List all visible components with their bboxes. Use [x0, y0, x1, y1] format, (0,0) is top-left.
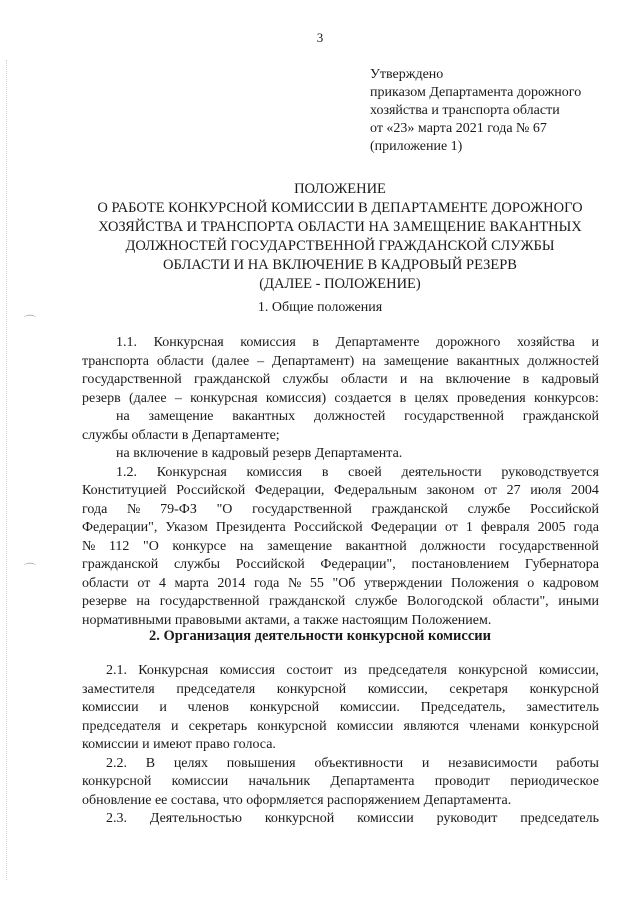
word: конкурсной [82, 774, 152, 789]
word: Конституцией [82, 483, 167, 498]
word: конкурсе [172, 538, 227, 554]
word: кадровом [542, 575, 599, 591]
word: марта [174, 575, 209, 591]
word: являются [403, 718, 460, 734]
word: Деятельностью [149, 811, 242, 826]
word: конкурсной [529, 681, 599, 697]
word: Губернатора [524, 557, 599, 572]
paragraph-1-1-line [82, 353, 599, 372]
paragraph-1-1-line [82, 334, 599, 353]
title-line: О РАБОТЕ КОНКУРСНОЙ КОМИССИИ В ДЕПАРТАМЕНТЕ ДОРОЖНОГО [97, 200, 583, 216]
word: гражданской [269, 594, 346, 609]
section-2-heading: 2. Организация деятельности конкурсной комиссии [149, 628, 491, 644]
word: из [343, 663, 357, 678]
word: февраля [480, 520, 530, 535]
word: гражданской [82, 557, 159, 572]
paragraph-1-2-line [82, 538, 599, 557]
word: конкурсной [529, 718, 599, 734]
word: председателя [82, 718, 161, 734]
word: государственной [499, 538, 599, 554]
paragraph-2-1-line [82, 718, 599, 737]
scan-margin-edge [6, 60, 9, 880]
word: объективности [314, 755, 404, 771]
paragraph-2-2-line [82, 755, 599, 774]
word: Российской [293, 520, 363, 535]
word: Российской [235, 557, 305, 572]
word: должностей [313, 409, 386, 424]
word: службы [173, 557, 221, 572]
word: Указом [165, 520, 208, 535]
word: комиссии [336, 718, 394, 734]
word: государственной [404, 409, 504, 424]
word: постановлением [411, 557, 510, 572]
word: заместителя [82, 681, 155, 697]
word: на [136, 594, 151, 609]
word: проведения [456, 390, 526, 406]
paragraph-1-1-item-line: на включение в кадровый резерв Департамента. [116, 446, 403, 461]
word: комиссия [246, 464, 303, 480]
word: комиссия) [265, 390, 327, 406]
word: 112 [108, 538, 130, 554]
approval-line: приказом Департамента дорожного [370, 85, 582, 100]
word: 1.1. [116, 335, 137, 350]
word: № [82, 538, 96, 554]
word: № [287, 575, 302, 591]
paragraph-1-1-item-line [82, 408, 599, 427]
paragraph-2-1-line: комиссии и имеют право голоса. [82, 737, 276, 752]
word: Председатель, [420, 700, 506, 715]
word: комиссии [171, 774, 229, 789]
word: секретаря [449, 681, 508, 697]
word: независимости [448, 755, 538, 771]
word: конкурсной [276, 681, 347, 697]
word: начальник [248, 774, 311, 789]
word: вакантных [456, 353, 520, 369]
word: в [522, 372, 530, 387]
word: комиссии [357, 811, 414, 826]
word: Конкурсная [156, 464, 227, 480]
word: замещение [267, 538, 333, 554]
word: проводит [434, 774, 491, 789]
word: конкурсной [264, 811, 335, 826]
word: деятельности [401, 464, 482, 480]
word: 55 [309, 575, 324, 591]
word: – [174, 390, 182, 406]
scan-margin-mark: ⌒ [24, 314, 37, 328]
title-line: ОБЛАСТИ И НА ВКЛЮЧЕНИЕ В КАДРОВЫЙ РЕЗЕРВ [163, 257, 517, 273]
word: – [257, 353, 265, 369]
word: "О [216, 501, 233, 517]
word: вакантной [345, 538, 407, 554]
paragraph-1-2-line: нормативными правовыми актами, а также настоящим Положением. [82, 612, 492, 628]
word: председателя [176, 681, 256, 697]
word: Федеральным [334, 483, 417, 498]
word: целях [173, 755, 208, 771]
word: включение [445, 372, 511, 387]
word: на [362, 353, 376, 369]
word: Федерации", [320, 557, 396, 572]
word: государственной [82, 372, 182, 387]
word: работы [556, 755, 599, 771]
word: 4 [158, 575, 166, 591]
approval-line: от «23» марта 2021 года № 67 [370, 121, 547, 136]
word: резерве [82, 594, 127, 609]
word: Департамент) [271, 353, 355, 369]
title-line: ПОЛОЖЕНИЕ [294, 181, 386, 197]
word: государственной [159, 594, 260, 609]
word: конкурсной [249, 700, 320, 715]
word: должности [420, 538, 486, 554]
word: руководит [436, 811, 498, 826]
section-1-heading: 1. Общие положения [257, 300, 383, 315]
word: заместитель [526, 700, 599, 715]
word: 79-ФЗ [160, 501, 197, 517]
word: конкурсов: [534, 390, 599, 406]
word: 2.2. [106, 755, 127, 771]
paragraph-1-2-line [82, 575, 599, 594]
word: № [127, 501, 141, 517]
word: периодическое [510, 774, 599, 789]
word: в [312, 335, 320, 350]
word: "О [143, 538, 159, 554]
word: председателя [368, 663, 447, 678]
word: законом [426, 483, 475, 498]
word: дорожного [436, 335, 501, 350]
word: службе [354, 594, 398, 609]
word: комиссия [240, 335, 296, 350]
word: июля [530, 483, 562, 498]
paragraph-1-2-line [82, 519, 599, 538]
paragraph-1-1-line [82, 371, 599, 390]
title-line: ХОЗЯЙСТВА И ТРАНСПОРТА ОБЛАСТИ НА ЗАМЕЩЕНИЕ ВАКАНТНЫХ [98, 219, 582, 235]
approval-line: хозяйства и транспорта области [370, 103, 560, 118]
word: в [399, 390, 407, 406]
word: комиссии [82, 700, 139, 715]
word: от [444, 520, 458, 535]
word: кадровый [541, 372, 599, 387]
title-line: (ДАЛЕЕ - ПОЛОЖЕНИЕ) [259, 276, 421, 292]
paragraph-1-2-line [82, 501, 599, 520]
word: 27 [506, 483, 521, 498]
word: комиссии, [538, 663, 599, 678]
word: государственной [252, 501, 352, 517]
approval-line: Утверждено [370, 67, 444, 82]
word: создается [334, 390, 392, 406]
word: гражданской [371, 501, 448, 517]
word: 2014 [217, 575, 246, 591]
word: и [591, 335, 599, 350]
word: 1 [465, 520, 473, 535]
word: на [239, 538, 254, 554]
word: 2004 [570, 483, 599, 498]
scan-margin-mark: ⌒ [24, 562, 37, 576]
word: комиссии, [367, 681, 428, 697]
approval-line: (приложение 1) [370, 139, 463, 154]
word: (далее [211, 353, 250, 369]
word: Федерации, [254, 483, 325, 498]
word: вакантных [232, 409, 296, 424]
paragraph-1-1-item-line: службы области в Департаменте; [82, 427, 280, 443]
word: от [484, 483, 498, 498]
word: 2.1. [106, 663, 127, 678]
word: целях [414, 390, 449, 406]
word: и [170, 718, 179, 734]
word: Положения [450, 575, 519, 591]
paragraph-2-3-line [82, 810, 599, 829]
word: и [159, 700, 167, 715]
word: о [527, 575, 535, 591]
paragraph-1-2-line [82, 593, 599, 612]
word: области [82, 575, 129, 591]
paragraph-1-2-line [82, 556, 599, 575]
word: конкурсной [458, 663, 528, 678]
word: Федерации [370, 520, 437, 535]
word: гражданской [194, 372, 271, 387]
word: области [156, 353, 204, 369]
word: утверждении [364, 575, 443, 591]
word: в [321, 464, 329, 480]
paragraph-2-2-line: обновление ее состава, что оформляется распоряжением Департамента. [82, 792, 512, 808]
document-title [60, 180, 620, 294]
word: на [116, 409, 130, 424]
word: руководствуется [501, 464, 599, 480]
word: Федерации", [82, 520, 158, 535]
paragraph-2-1-line [82, 699, 599, 718]
word: комиссии. [339, 700, 400, 715]
word: Российской [176, 483, 246, 498]
word: иными [558, 594, 599, 609]
page-number: 3 [316, 30, 324, 45]
section-1-body [82, 334, 599, 630]
paragraph-1-2-line [82, 464, 599, 483]
section-2-body [82, 662, 599, 829]
word: службы [282, 372, 329, 387]
word: Российской [530, 501, 599, 517]
word: В [145, 755, 156, 771]
word: Департамента [330, 774, 415, 789]
word: 2.3. [106, 811, 127, 826]
word: хозяйства [516, 335, 575, 350]
word: Конкурсная [153, 335, 224, 350]
word: членов [187, 700, 229, 715]
word: конкурсная [190, 390, 258, 406]
word: Президента [215, 520, 286, 535]
word: Конкурсная [138, 663, 209, 678]
word: от [137, 575, 151, 591]
word: службе [467, 501, 511, 517]
paragraph-2-1-line [82, 662, 599, 681]
word: гражданской [522, 409, 599, 424]
word: года [254, 575, 280, 591]
word: области [340, 372, 388, 387]
word: должностей [527, 353, 599, 369]
word: Вологодской [407, 594, 484, 609]
word: (далее [129, 390, 167, 406]
word: и [421, 755, 430, 771]
word: комиссия [219, 663, 276, 678]
word: повышения [226, 755, 296, 771]
word: 2005 [537, 520, 566, 535]
word: резерв [82, 390, 121, 406]
word: года [82, 501, 108, 517]
word: области", [492, 594, 549, 609]
paragraph-1-1-line [82, 390, 599, 409]
paragraph-2-2-line [82, 773, 599, 792]
word: на [419, 372, 434, 387]
paragraph-1-2-line [82, 482, 599, 501]
word: Департаменте [335, 335, 420, 350]
word: замещение [148, 409, 214, 424]
word: конкурсной [257, 718, 327, 734]
word: своей [348, 464, 382, 480]
approval-block [370, 66, 620, 156]
word: членами [469, 718, 520, 734]
word: председатель [520, 811, 599, 826]
paragraph-2-1-line [82, 681, 599, 700]
word: "Об [332, 575, 356, 591]
word: замещение [383, 353, 449, 369]
word: года [573, 520, 599, 535]
word: 1.2. [116, 464, 137, 480]
word: секретарь [188, 718, 248, 734]
word: и [399, 372, 408, 387]
word: состоит [286, 663, 333, 678]
word: транспорта [82, 353, 150, 369]
title-line: ДОЛЖНОСТЕЙ ГОСУДАРСТВЕННОЙ ГРАЖДАНСКОЙ СЛУЖБЫ [125, 238, 555, 254]
